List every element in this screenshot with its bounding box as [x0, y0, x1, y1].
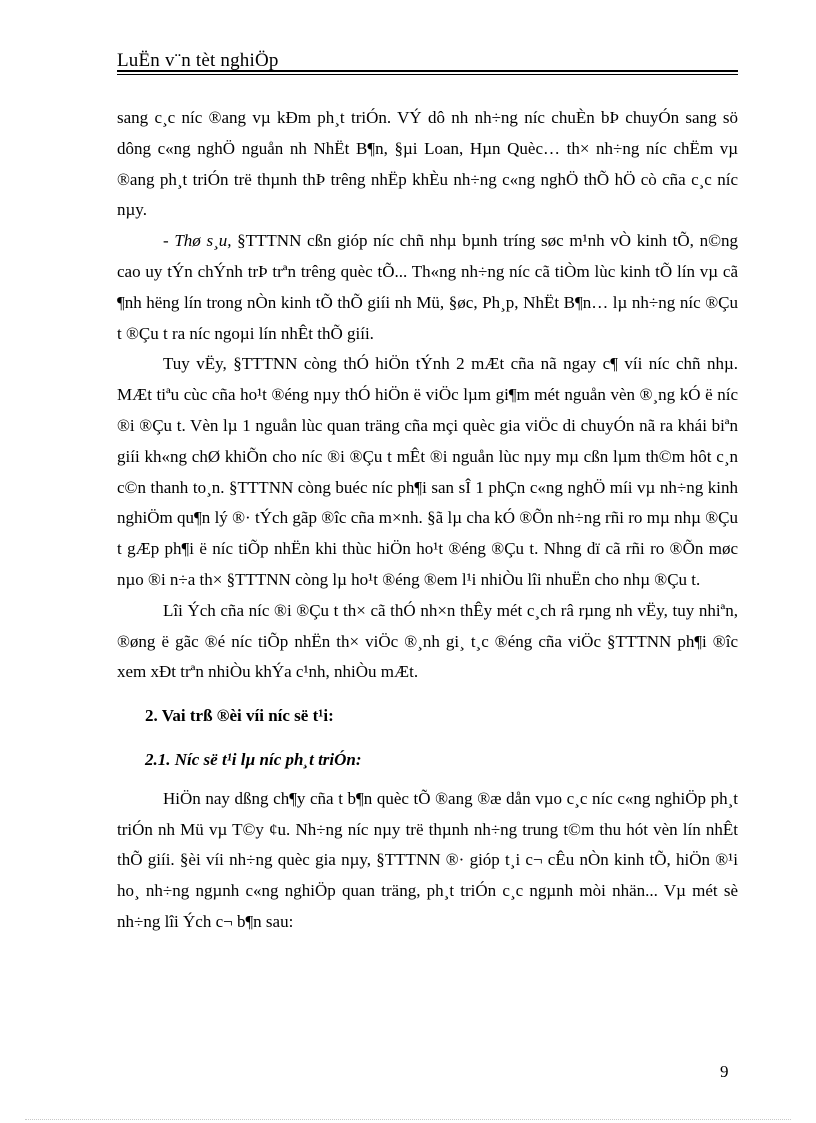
paragraph-4: Lîi Ých cña níc ®i ®Çu t th× cã thÓ nh×n thÊy mét c¸ch râ rµng nh vËy, tuy nhiªn, ®øng ë gãc ®é níc tiÕp nhËn th× viÖc ®¸nh gi¸ t¸c ®éng cña viÖc §TTTNN ph¶i ®îc xem xÐt trªn nhiÒu khÝa c¹nh, nhiÒu mÆt.	[117, 600, 738, 682]
section-heading-2: 2. Vai trß ®èi víi níc së t¹i:	[145, 706, 334, 726]
paragraph-2-lead: - Thø s¸u,	[163, 231, 232, 251]
header-title: LuËn v¨n tèt nghiÖp	[117, 50, 279, 71]
header-rule-thick	[117, 70, 738, 72]
paragraph-2	[117, 226, 738, 349]
document-body	[117, 103, 738, 938]
paragraph-3: Tuy vËy, §TTTNN còng thÓ hiÖn tÝnh 2 mÆt cña nã ngay c¶ víi níc chñ nhµ. MÆt tiªu cùc cña ho¹t ®éng nµy thÓ hiÖn ë viÖc lµm gi¶m mét nguån vèn ®¸ng kÓ ë níc ®i ®Çu t. Vèn lµ 1 nguån lùc quan träng cña mçi quèc gia viÖc di chuyÓn nã ra khái biªn giíi kh«ng chØ khiÕn cho níc ®i ®Çu t mÊt ®i nguån lùc nµy mµ cßn lµm th©m hôt c¸n c©n thanh to¸n. §TTTNN còng buéc níc ph¶i san sÎ 1 phÇn c«ng nghÖ míi vµ nh÷ng kinh nghiÖm qu¶n lý ®· tÝch gãp ®îc cña m×nh. §ã lµ cha kÓ ®Õn nh÷ng rñi ro mµ nhµ ®Çu t gÆp ph¶i ë níc tiÕp nhËn khi thùc hiÖn ho¹t ®éng ®Çu t. Nhng dï cã rñi ro ®Õn møc nµo ®i n÷a th× §TTTNN còng lµ ho¹t ®éng ®em l¹i nhiÒu lîi nhuËn cho nhµ ®Çu t.	[117, 354, 738, 589]
page-number: 9	[720, 1062, 729, 1081]
subsection-heading-2-1: 2.1. Níc së t¹i lµ níc ph¸t triÓn:	[145, 749, 362, 769]
paragraph-5: HiÖn nay dßng ch¶y cña t b¶n quèc tÕ ®ang ®æ dån vµo c¸c níc c«ng nghiÖp ph¸t triÓn nh Mü vµ T©y ¢u. Nh÷ng níc nµy trë thµnh nh÷ng trung t©m thu hót vèn lín nhÊt thÕ giíi. §èi víi nh÷ng quèc gia nµy, §TTTNN ®· gióp t¸i c¬ cÊu nÒn kinh tÕ, hiÖn ®¹i ho¸ nh÷ng ngµnh c«ng nghiÖp quan träng, ph¸t triÓn c¸c ngµnh mòi nhän... Vµ mét sè nh÷ng lîi Ých c¬ b¶n sau:	[117, 788, 738, 931]
bottom-dotted-border	[25, 1119, 791, 1120]
header-rule-thin	[117, 74, 738, 75]
paragraph-2-text: §TTTNN cßn gióp níc chñ nhµ bµnh tríng søc m¹nh vÒ kinh tÕ, n©ng cao uy tÝn chÝnh trÞ trªn trêng quèc tÕ... Th«ng nh÷ng níc cã tiÒm lùc kinh tÕ lín vµ cã ¶nh hëng lín trong nÒn kinh tÕ thÕ giíi nh Mü, §øc, Ph¸p, NhËt B¶n… lµ nh÷ng níc ®Çu t ®Çu t ra níc ngoµi lín nhÊt thÕ giíi.	[117, 231, 738, 343]
paragraph-1: sang c¸c níc ®ang vµ kÐm ph¸t triÓn. VÝ dô nh nh÷ng níc chuÈn bÞ chuyÓn sang sö dông c«ng nghÖ nguån nh NhËt B¶n, §µi Loan, Hµn Quèc… th× nh÷ng níc chËm vµ ®ang ph¸t triÓn trë thµnh thÞ trêng nhËp khÈu nh÷ng c«ng nghÖ thÕ hÖ cò cña c¸c níc nµy.	[117, 108, 738, 220]
